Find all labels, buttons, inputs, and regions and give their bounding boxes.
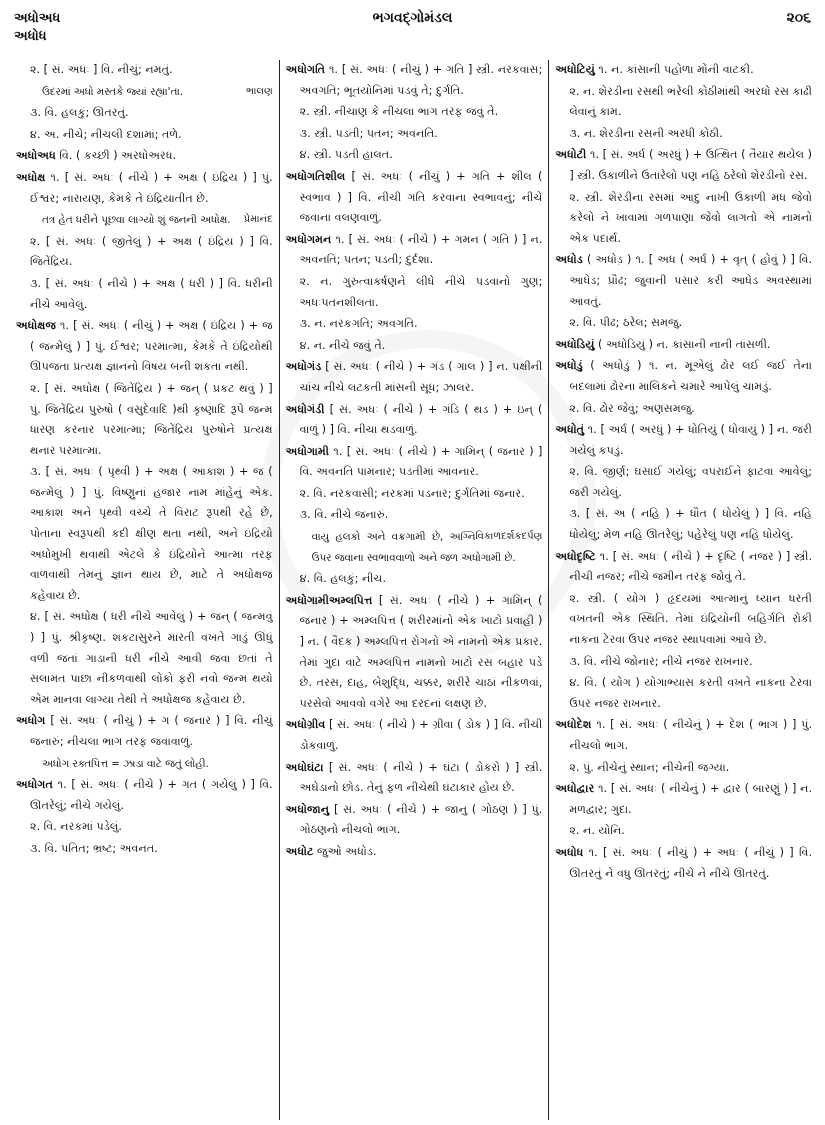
definition-text: ૧. [ અર્ધ ( અરધું ) + ધોતિયું ( ધોવાયું ) ] ન. જરી ગયેલું કપડું. xyxy=(569,423,813,457)
definition-text: [ સં. અધઃ ( નીચું ) + ગ ( જનાર ) ] વિ. નીચું જનારું; નીચલા ભાગ તરફ જવાવાળું. xyxy=(30,714,273,748)
guide-word-last: અધોધ xyxy=(14,29,47,44)
definition-text: ૪. વિ. ( યોગ ) યોગાભ્યાસ કરતી વખતે નાકના ટેરવા ઉપર નજર રાખનાર. xyxy=(569,676,813,710)
definition-text: ૩. વિ. હલકું; ઊતરતું. xyxy=(30,106,129,120)
dictionary-entry xyxy=(286,400,543,441)
definition-text: ૩. વિ. નીચે જોનાર; નીચે નજર રાખનાર. xyxy=(569,654,753,668)
sense-definition xyxy=(555,82,812,123)
dictionary-entry xyxy=(286,230,543,271)
headword: અધોજાનુ xyxy=(285,802,330,816)
definition-text: ૧. [ સં. અર્ધ ( અરધું ) + ઉત્થિત ( તૈયાર થયેલ ) ] સ્ત્રી. ઉકાળીને ઉતારેલો પણ નહિ ઠરેલો શેરડીનો રસ. xyxy=(569,148,813,182)
sense-definition xyxy=(16,379,273,461)
headword: અધોદેશ xyxy=(555,718,592,732)
definition-text: ૧. [ સં. અધઃ ( નીચેનું ) + દેશ ( ભાગ ) ] પું. નીચલો ભાગ. xyxy=(569,718,813,752)
definition-text: જુઓ અધોડ. xyxy=(313,844,377,858)
headword: અધોક્ષ xyxy=(16,170,46,184)
citation-quote xyxy=(286,527,543,568)
dictionary-entry xyxy=(555,547,812,588)
headword: અધોડ xyxy=(555,253,583,267)
headword: અધોગમન xyxy=(285,232,332,246)
dictionary-entry xyxy=(286,357,543,398)
definition-text: ૧. [ સં. અધઃ ( નીચે ) + ગત ( ગયેલું ) ] વિ. ઊતરેલું; નીચે ગયેલું. xyxy=(30,778,273,812)
definition-text: ૨. સ્ત્રી. નીચાણ કે નીચલા ભાગ તરફ જવું તે. xyxy=(299,105,499,119)
definition-text: ૪. સ્ત્રી. પડતી હાલત. xyxy=(299,148,393,162)
sense-definition xyxy=(286,145,543,166)
sense-definition xyxy=(16,274,273,315)
definition-text: ૨. પું. નીચેનું સ્થાન; નીચેની જગ્યા. xyxy=(569,760,730,774)
definition-text: ૩. વિ. નીચે જનારું. xyxy=(299,508,389,522)
dictionary-entry xyxy=(16,711,273,752)
sense-definition xyxy=(16,232,273,273)
sense-definition xyxy=(555,589,812,651)
definition-text: ૧. [ સં. અધઃ ( નીચે ) + અક્ષ ( ઇંદ્રિય ) ] પું. ઈશ્વર; નારાયણ, કેમકે તે ઇંદ્રિયાતીત છે. xyxy=(30,170,273,205)
sense-definition xyxy=(286,336,543,357)
definition-text: ૨. વિ. પીઢ; ઠરેલ; સમજુ. xyxy=(569,316,683,330)
definition-text: ૨. વિ. જીર્ણ; ઘસાઈ ગયેલું; વપરાઈને ફાટવા આવેલું; જરી ગયેલું. xyxy=(569,465,813,499)
sense-definition xyxy=(286,569,543,590)
headword: અધોગામી xyxy=(285,444,329,458)
headword: અધોગંડ xyxy=(285,360,322,374)
definition-text: ૩. [ સં. અધઃ ( નીચે ) + અક્ષ ( ધરી ) ] વિ. ધરીની નીચે આવેલું. xyxy=(30,276,273,311)
guide-word-first: અધોઅધ xyxy=(14,11,61,26)
dictionary-columns xyxy=(10,60,818,1120)
dictionary-entry xyxy=(555,60,812,81)
sense-definition xyxy=(555,821,812,842)
sense-definition xyxy=(16,462,273,606)
dictionary-entry xyxy=(286,715,543,756)
dictionary-entry xyxy=(286,800,543,841)
page-number: ૨૦૬ xyxy=(786,10,811,26)
definition-text: ૨. [ સં. અધઃ ] વિ. નીચું; નમતું. xyxy=(30,63,173,76)
definition-text: [ સં. અધઃ ( નીચે ) + ગ્રીવા ( ડોક ) ] વિ. નીચી ડોકવાળું. xyxy=(299,718,543,752)
sense-definition xyxy=(286,484,543,505)
sense-definition xyxy=(555,313,812,334)
headword: અધોડું xyxy=(555,359,583,373)
sense-definition xyxy=(555,399,812,420)
definition-text: તત્ર હેત ધરીને પૂછવા લાગ્યો શું જનની અધોક્ષ. xyxy=(42,214,231,227)
book-title: ભગવદ્ગોમંડલ xyxy=(372,10,453,26)
headword: અધોગંડી xyxy=(285,402,325,416)
sense-definition xyxy=(16,103,273,124)
definition-text: ૩. [ સં. અ ( નહિ ) + ધૌત ( ધોયેલું ) ] વિ. નહિ ધોયેલું; મેળ નહિ ઊતરેલું; પહેરેલું પણ નહિ ધોયેલું. xyxy=(569,507,813,542)
citation-source: પ્રેમાનંદ xyxy=(243,214,273,226)
dictionary-entry xyxy=(555,250,812,312)
definition-text: ૧. [ સં. અધઃ ( નીચેનું ) + દ્વાર ( બારણું ) ] ન. મળદ્વાર; ગુદા. xyxy=(569,782,813,816)
sense-definition xyxy=(16,817,273,838)
sense-definition xyxy=(286,124,543,145)
column-2 xyxy=(279,60,549,1120)
definition-text: ૨. વિ. નરકમાં પડેલું. xyxy=(30,820,122,834)
definition-text: ૧. [ સં. અધઃ ( નીચે ) + દૃષ્ટિ ( નજર ) ] સ્ત્રી. નીચી નજર; નીચે જમીન તરફ જોવું તે. xyxy=(569,549,813,584)
definition-text: ૩. ન. શેરડીના રસની અરધી કોઠી. xyxy=(569,126,723,140)
definition-text: ૧. [ સં. અધઃ ( નીચું ) + અક્ષ ( ઇંદ્રિય ) + જ ( જન્મેલું ) ] પું. ઈશ્વર; પરમાત્મા, કેમકે તે ઇંદ્રિયોથી ઊપજતા પ્રત્યક્ષ જ્ઞાનનો વિષય બની શકતા નથી. xyxy=(30,319,273,374)
definition-text: ૩. [ સં. અધઃ ( પૃથ્વી ) + અક્ષ ( આકાશ ) + જ ( જન્મેલું ) ] પું. વિષ્ણુનાં હજાર નામ માંહેનું એક. આકાશ અને પૃથ્વી વચ્ચે તે વિરાટ રૂપથી રહે છે, પોતાના સ્વરૂપથી કદી ક્ષીણ થતા નથી, અને ઇંદ્રિયો અધોમુખી થવાથી એટલે કે ઇંદ્રિયોને આત્મા તરફ વાળવાથી તેમનું જ્ઞાન થાય છે, માટે તે અધોક્ષજ કહેવાય છે. xyxy=(30,465,273,602)
headword: અધોક્ષજ xyxy=(16,319,57,333)
definition-text: ૧. [ સં. અધઃ ( નીચું ) + ગતિ ] સ્ત્રી. નરકવાસ; અવગતિ; ભૂતયોનિમાં પડવું તે; દુર્ગતિ. xyxy=(299,63,543,97)
sense-definition xyxy=(286,272,543,313)
sense-definition xyxy=(555,673,812,714)
dictionary-entry xyxy=(555,715,812,756)
definition-text: ૨. ન. શેરડીના રસથી ભરેલી કોઠીમાંથી અરધો રસ કાઢી લેવાનું કામ. xyxy=(569,84,813,119)
sense-definition xyxy=(16,125,273,146)
headword: અધોગામીઅમ્લપિત્ત xyxy=(285,593,373,607)
definition-text: ૪. વિ. હલકું; નીચ. xyxy=(299,572,387,586)
definition-text: વાયુ હલકો અને વક્રગામી છે, અગ્નિ ઉપર જવાના સ્વભાવવાળો અને જળ અધોગામી છે. xyxy=(311,531,516,564)
definition-text: [ સં. અધઃ ( નીચે ) + ગંડિ ( થડ ) + ઇન્ ( વાળું ) ] વિ. નીચા થડવાળું. xyxy=(299,402,543,437)
definition-text: ૩. ન. નરકગતિ; અવગતિ. xyxy=(299,317,418,331)
citation-quote xyxy=(16,82,273,103)
sense-definition xyxy=(16,60,273,81)
definition-text: ( અધોડું ) ૧. ન. મૂએલું ઢોર લઈ જઈ તેના બદલામાં ઢોરના માલિકને ચમારે આપેલું ચામડું. xyxy=(569,359,813,393)
definition-text: ૩. સ્ત્રી. પડતી; પતન; અવનતિ. xyxy=(299,126,438,140)
definition-text: ૪. [ સં. અધોક્ષ ( ધરી નીચે આવેલું ) + જન્ ( જન્મવું ) ] પું. શ્રીકૃષ્ણ. શકટાસુરને મારતી વખતે ગાડું ઊંધું વળી જતાં ગાડાની ધરી નીચે આવી જવા છતાં તે સલામત પાછા નીકળવાથી લોકો ફરી નવો જન્મ થયો એમ માનવા લાગ્યા તેથી તે અધોક્ષજ કહેવાય છે. xyxy=(30,610,273,706)
dictionary-entry xyxy=(16,316,273,378)
headword: અધોગ્રીવ xyxy=(285,718,326,732)
dictionary-entry xyxy=(286,167,543,229)
dictionary-entry xyxy=(555,420,812,461)
headword: અધોગ xyxy=(16,714,46,728)
headword: અધોગત xyxy=(16,778,53,792)
sense-definition xyxy=(555,652,812,673)
sense-definition xyxy=(286,314,543,335)
headword: અધોધ xyxy=(555,845,584,859)
sense-definition xyxy=(286,505,543,526)
headword: અધોગતિ xyxy=(285,63,326,76)
headword: અધોટી xyxy=(555,148,587,162)
dictionary-entry xyxy=(16,168,273,209)
definition-text: ૨. વિ. ઢોર જેવું; અણસમજુ. xyxy=(569,401,695,415)
definition-text: ૨. ન. યોનિ. xyxy=(569,824,625,838)
headword: અધોદ્વાર xyxy=(555,782,595,796)
definition-text: વિ. ( કચ્છી ) અરધોઅરધ. xyxy=(55,149,177,163)
headword: અધોતું xyxy=(555,423,585,437)
definition-text: ૩. વિ. પતિત; ભ્રષ્ટ; અવનત. xyxy=(30,841,158,855)
dictionary-entry xyxy=(555,356,812,397)
dictionary-entry xyxy=(286,442,543,483)
definition-text: ૨. સ્ત્રી. શેરડીના રસમાં આદુ નાખી ઉકાળી મધ જેવો કરેલો ને ખાવામાં ગળપાણા જેવો લાગતો એ નામનો એક પદાર્થ. xyxy=(569,190,813,245)
dictionary-entry xyxy=(286,60,543,101)
dictionary-entry xyxy=(286,842,543,863)
definition-text: [ સં. અધઃ ( નીચે ) + ઘંટા ( ડોકરો ) ] સ્ત્રી. અઘેડાનો છોડ. તેનું ફળ નીચેથી ઘંટાકાર હોય છે. xyxy=(299,760,543,795)
sense-definition xyxy=(555,124,812,145)
headword: અધોદૃષ્ટિ xyxy=(555,549,596,563)
dictionary-entry xyxy=(16,146,273,167)
definition-text: ૨. વિ. નરકવાસી; નરકમાં પડનાર; દુર્ગતિમાં જનાર. xyxy=(299,486,525,500)
citation-quote xyxy=(16,210,273,231)
dictionary-entry xyxy=(555,335,812,356)
definition-text: [ સં. અધઃ ( નીચે ) + જાનુ ( ગોઠણ ) ] પું. ગોઠણનો નીચલો ભાગ. xyxy=(299,802,543,837)
definition-text: ૨. [ સં. અધઃ ( જીતેલું ) + અક્ષ ( ઇંદ્રિય ) ] વિ. જિતેંદ્રિય. xyxy=(30,234,273,269)
sense-definition xyxy=(16,607,273,710)
definition-text: ૧. [ સં. અધઃ ( નીચે ) + ગમન ( ગતિ ) ] ન. અવનતિ; પતન; પડતી; દુર્દશા. xyxy=(299,232,543,267)
dictionary-entry xyxy=(286,758,543,799)
definition-text: ૧. [ સં. અધઃ ( નીચું ) + અધઃ ( નીચું ) ] વિ. ઊતરતું ને વધુ ઊતરતું; નીચે ને નીચે ઊતરતું. xyxy=(569,845,813,880)
sense-definition xyxy=(16,839,273,860)
definition-text: ૧. [ સં. અધઃ ( નીચે ) + ગામિન્ ( જનાર ) ] વિ. અવનતિ પામનાર; પડતીમાં આવનાર. xyxy=(299,444,543,479)
definition-text: [ સં. અધઃ ( નીચું ) + ગતિ + શીલ ( સ્વભાવ ) ] વિ. નીચી ગતિ કરવાના સ્વભાવનું; નીચે જવાના વલણવાળું. xyxy=(299,169,543,225)
page-header xyxy=(0,6,825,58)
headword: અધોટિયું xyxy=(555,63,595,76)
headword: અધોટ xyxy=(285,844,314,858)
dictionary-entry xyxy=(16,775,273,816)
sense-definition xyxy=(555,188,812,250)
headword: અધોઅધ xyxy=(16,149,56,163)
definition-text: [ સં. અધઃ ( નીચે ) + ગંડ ( ગાલ ) ] ન. પક્ષીની ચાંચ નીચે લટકતી માંસની સૂધ; ઝાલર. xyxy=(299,360,543,394)
sense-definition xyxy=(555,462,812,503)
headword: અધોડિયું xyxy=(555,337,595,351)
headword: અધોગતિશીલ xyxy=(285,169,346,183)
headword: અધોઘંટા xyxy=(285,760,324,774)
sense-definition xyxy=(286,102,543,123)
citation-source: ભાલણ xyxy=(245,85,273,97)
definition-text: ( અધોડિયું ) ન. કાંસાની નાની તાંસળી. xyxy=(594,337,771,351)
sense-definition xyxy=(555,758,812,779)
definition-text: ૨. ન. ગુરુત્વાકર્ષણને લીધે નીચે પડવાનો ગુણ; અધઃપતનશીલતા. xyxy=(299,274,543,309)
column-1 xyxy=(10,60,279,1120)
definition-text: ૨. [ સં. અધોક્ષ ( જિતેંદ્રિય ) + જન્ ( પ્રકટ થવું ) ] પું. જિતેંદ્રિય પુરુષો ( વસુદેવાદિ )થી કૃષ્ણાદિ રૂપે જન્મ ધારણ કરનાર પરમાત્મા; જિતેંદ્રિય પુરુષોને પ્રત્યક્ષ થનાર પરમાત્મા. xyxy=(30,381,273,457)
dictionary-entry xyxy=(286,591,543,715)
definition-text: ( અધોડ઼ ) ૧. [ અધ ( અર્ધ ) + વૃત્ ( હોવું ) ] વિ. આધેડ; પ્રૌઢ; જુવાની પસાર કરી આધેડ અવસ્થામાં આવતું. xyxy=(569,253,813,308)
citation-source: વિકાળદર્શકદર્પણ xyxy=(475,531,543,543)
definition-text: [ સં. અધઃ ( નીચે ) + ગામિન્ ( જનાર ) + અમ્લપિત્ત ( શરીરમાંનો એક ખાટો પ્રવાહી ) ] ન. ( વૈદક ) અમ્લપિત્ત રોગનો એ નામનો એક પ્રકાર. તેમાં ગુદા વાટે અમ્લપિત્ત નામનો ખાટો રસ બહાર પડે છે. તરસ, દાહ, બેશુદ્ધિ, ચક્કર, શરીરે ચાઠાં નીકળવાં, પરસેવો આવવો વગેરે આ દરદનાં લક્ષણ છે. xyxy=(299,593,543,710)
citation-quote xyxy=(16,754,273,775)
definition-text: ૪. અ. નીચે; નીચલી દશામાં; તળે. xyxy=(30,127,182,141)
definition-text: ૧. ન. કાંસાની પહોળા મોંની વાટકી. xyxy=(594,63,754,76)
definition-text: અધોગ રક્તપિત્ત = ઝાડા વાટે જતું લોહી. xyxy=(42,757,209,770)
column-3 xyxy=(548,60,818,1120)
dictionary-entry xyxy=(555,779,812,820)
definition-text: ૨. સ્ત્રી. ( યોગ ) હૃદયમાં આત્માનું ધ્યાન ધરતી વખતની એક સ્થિતિ. તેમાં ઇંદ્રિયોની બહિર્ગતિ રોકી નાકના ટેરવા ઉપર નજર સ્થાપવામાં આવે છે. xyxy=(569,591,813,647)
dictionary-entry xyxy=(555,843,812,884)
definition-text: ઉદરમાં અધો મસ્તકે જ્યાં રહ્યા'તા. xyxy=(42,85,184,98)
sense-definition xyxy=(555,504,812,545)
dictionary-entry xyxy=(555,145,812,186)
definition-text: ૪. ન. નીચે જવું તે. xyxy=(299,338,386,352)
